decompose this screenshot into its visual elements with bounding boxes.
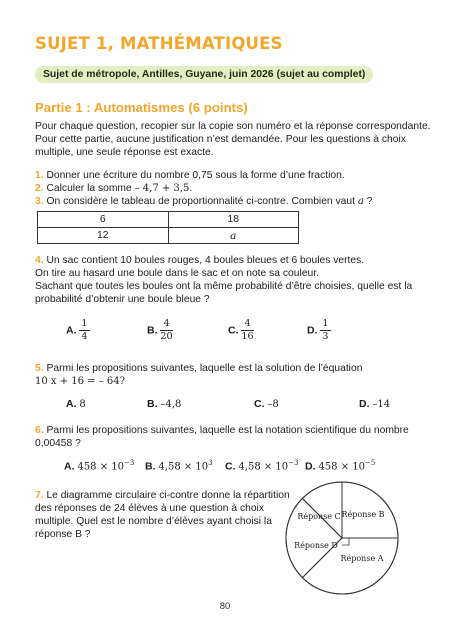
question-text: des réponses de 24 élèves à une question à choix <box>35 503 264 514</box>
table-cell: 12 <box>38 228 169 244</box>
intro-line: Pour cette partie, aucune justification n’est demandée. Pour les questions à choix <box>35 134 406 145</box>
question-2 <box>35 182 192 195</box>
question-text: Le diagramme circulaire ci-contre donne la répartition <box>43 490 290 501</box>
expression: – 4,7 + 3,5 <box>134 183 190 194</box>
denominator: 20 <box>160 331 173 342</box>
fraction <box>79 318 89 343</box>
option-label: B. <box>147 324 158 337</box>
option-base: 458 × 10 <box>77 461 124 473</box>
question-text: Sachant que toutes les boules ont la même probabilité d’être choisies, quelle est la <box>35 281 413 292</box>
option-value: 8 <box>79 399 86 410</box>
option-value: –14 <box>372 399 391 410</box>
intro-paragraph <box>35 120 431 159</box>
intro-line: multiple, une seule réponse est exacte. <box>35 147 214 158</box>
question-end: ? <box>363 196 373 207</box>
question-number: 2. <box>35 183 44 194</box>
fraction <box>241 318 253 343</box>
q6-option-b <box>145 459 213 473</box>
question-4 <box>35 254 412 306</box>
q6-option-d <box>305 459 375 473</box>
option-label: A. <box>64 460 75 473</box>
option-label: D. <box>307 324 318 337</box>
question-number: 7. <box>35 490 44 501</box>
option-label: B. <box>145 460 156 473</box>
question-6 <box>35 424 409 450</box>
option-label: C. <box>225 460 236 473</box>
fraction <box>160 318 172 343</box>
option-value: –8 <box>267 399 279 410</box>
pie-slice-label: Réponse B <box>341 510 385 519</box>
option-label: D. <box>305 460 316 473</box>
proportionality-table <box>37 211 299 244</box>
q5-option-c <box>254 398 279 410</box>
page-title: SUJET 1, MATHÉMATIQUES <box>35 34 283 53</box>
option-exponent: 3 <box>208 459 213 467</box>
option-value: –4,8 <box>160 399 182 410</box>
option-exponent: −5 <box>364 459 376 467</box>
question-text: probabilité d’obtenir une boule bleue ? <box>35 294 210 305</box>
fraction <box>320 318 330 343</box>
question-text: On considère le tableau de proportionnalité ci-contre. Combien vaut <box>46 196 358 207</box>
numerator: 4 <box>241 318 253 331</box>
question-1 <box>35 169 345 182</box>
page-number: 80 <box>219 601 231 612</box>
table-row <box>38 212 299 228</box>
part-heading: Partie 1 : Automatismes (6 points) <box>35 100 248 115</box>
q5-option-d <box>359 398 390 410</box>
q4-option-b <box>147 318 173 343</box>
option-exponent: −3 <box>288 459 299 467</box>
question-text: 0,00458 ? <box>35 438 81 449</box>
subtitle-badge: Sujet de métropole, Antilles, Guyane, juin 2026 (sujet au complet) <box>35 66 373 83</box>
numerator: 1 <box>81 318 88 329</box>
numerator: 4 <box>160 318 172 331</box>
denominator: 4 <box>81 331 88 342</box>
pie-slice-label: Réponse C <box>297 512 341 521</box>
equation: 10 x + 16 = – 64? <box>35 376 126 387</box>
table-cell: a <box>168 228 299 244</box>
table-cell: 6 <box>38 212 169 228</box>
question-text: Calculer la somme <box>46 183 135 194</box>
q4-option-c <box>228 318 254 343</box>
question-text: multiple. Quel est le nombre d’élèves ayant choisi la <box>35 516 272 527</box>
question-number: 6. <box>35 425 44 436</box>
question-5 <box>35 362 362 388</box>
question-number: 3. <box>35 196 44 207</box>
denominator: 16 <box>241 331 254 342</box>
pie-slice-label: Réponse D <box>294 541 338 550</box>
option-label: C. <box>228 324 239 337</box>
option-label: B. <box>147 398 158 410</box>
question-end: . <box>189 183 193 194</box>
q4-option-d <box>307 318 331 343</box>
question-number: 4. <box>35 255 44 266</box>
q5-option-a <box>66 398 86 410</box>
option-exponent: −3 <box>123 459 135 467</box>
option-base: 4,58 × 10 <box>238 461 289 473</box>
variable-a: a <box>357 196 364 207</box>
q6-option-a <box>64 459 134 473</box>
question-text: Parmi les propositions suivantes, laquelle est la solution de l’équation <box>46 363 363 374</box>
q6-option-c <box>225 459 298 473</box>
q5-option-b <box>147 398 181 410</box>
table-cell: 18 <box>168 212 299 228</box>
question-text: On tire au hasard une boule dans le sac et on note sa couleur. <box>35 268 319 279</box>
q4-option-a <box>66 318 90 343</box>
option-base: 458 × 10 <box>318 461 365 473</box>
option-base: 4,58 × 10 <box>158 461 209 473</box>
option-label: A. <box>66 324 77 337</box>
question-text: Donner une écriture du nombre 0,75 sous la forme d’une fraction. <box>46 170 345 181</box>
option-label: A. <box>66 398 77 410</box>
question-text: réponse B ? <box>35 529 91 540</box>
question-7 <box>35 489 290 541</box>
pie-slice-label: Réponse A <box>340 554 384 563</box>
option-label: D. <box>359 398 370 410</box>
question-3 <box>35 195 372 208</box>
question-text: Parmi les propositions suivantes, laquelle est la notation scientifique du nombre <box>46 425 409 436</box>
question-number: 5. <box>35 363 44 374</box>
numerator: 1 <box>322 318 329 329</box>
denominator: 3 <box>322 331 329 342</box>
question-number: 1. <box>35 170 44 181</box>
question-text: Un sac contient 10 boules rouges, 4 boules bleues et 6 boules vertes. <box>46 255 365 266</box>
option-label: C. <box>254 398 265 410</box>
table-row <box>38 228 299 244</box>
pie-chart <box>283 479 401 597</box>
intro-line: Pour chaque question, recopier sur la copie son numéro et la réponse correspondante. <box>35 121 431 132</box>
